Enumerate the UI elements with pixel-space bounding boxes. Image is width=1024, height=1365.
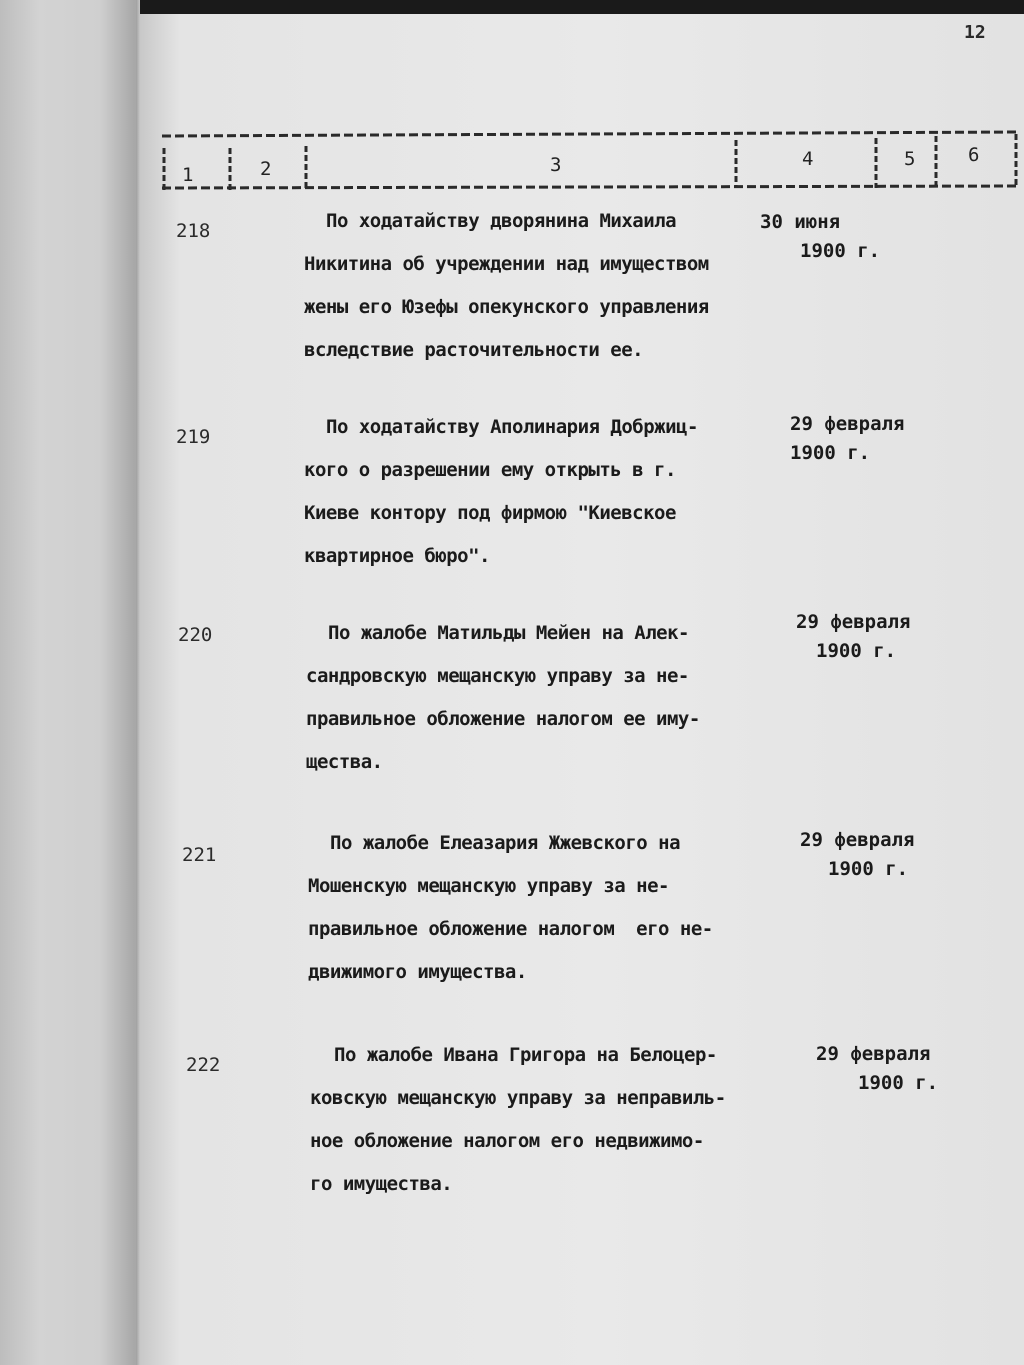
column-5-label: 5 <box>904 148 916 170</box>
column-1-label: 1 <box>182 164 194 186</box>
date-line: 30 июня <box>760 211 841 233</box>
header-table-rules <box>160 130 1020 190</box>
entry-description <box>304 406 698 578</box>
entry-line: квартирное бюро". <box>304 545 490 567</box>
column-header-table <box>160 130 1020 190</box>
date-line: 29 февраля <box>800 829 915 851</box>
entry-line: По жалобе Матильды Мейен на Алек- <box>328 622 689 644</box>
entry-description <box>306 612 700 784</box>
column-2-label: 2 <box>260 158 272 180</box>
entry-line: движимого имущества. <box>308 961 527 983</box>
date-line: 1900 г. <box>858 1072 939 1094</box>
entry-number: 220 <box>178 624 213 646</box>
column-3-label: 3 <box>550 154 562 176</box>
entry-date <box>760 208 880 266</box>
entry-line: Никитина об учреждении над имуществом <box>304 253 709 275</box>
entry-line: правильное обложение налогом ее иму- <box>306 708 700 730</box>
entry-line: По жалобе Ивана Григора на Белоцер- <box>334 1044 717 1066</box>
entry-line: кого о разрешении ему открыть в г. <box>304 459 676 481</box>
entry-line: го имущества. <box>310 1173 453 1195</box>
entry-number: 218 <box>176 220 211 242</box>
entry-date <box>816 1040 938 1098</box>
date-line: 1900 г. <box>816 640 897 662</box>
entry-line: жены его Юзефы опекунского управления <box>304 296 709 318</box>
date-line: 1900 г. <box>790 442 871 464</box>
date-line: 29 февраля <box>796 611 911 633</box>
entry-date <box>800 826 914 884</box>
date-line: 29 февраля <box>816 1043 931 1065</box>
entry-number: 222 <box>186 1054 221 1076</box>
entry-line: По жалобе Елеазария Жжевского на <box>330 832 681 854</box>
entry-line: По ходатайству дворянина Михаила <box>326 210 677 232</box>
column-6-label: 6 <box>968 144 980 166</box>
entry-line: щества. <box>306 751 383 773</box>
entry-description <box>308 822 713 994</box>
entry-number: 219 <box>176 426 211 448</box>
date-line: 29 февраля <box>790 413 905 435</box>
entry-number: 221 <box>182 844 217 866</box>
entry-line: Мошенскую мещанскую управу за не- <box>308 875 669 897</box>
entry-description <box>304 200 709 372</box>
column-4-label: 4 <box>802 148 814 170</box>
entry-line: ное обложение налогом его недвижимо- <box>310 1130 704 1152</box>
entry-line: правильное обложение налогом его не- <box>308 918 713 940</box>
entry-description <box>310 1034 726 1206</box>
entry-line: вследствие расточительности ее. <box>304 339 644 361</box>
date-line: 1900 г. <box>800 240 881 262</box>
entry-date <box>790 410 904 468</box>
entry-line: Киеве контору под фирмою "Киевское <box>304 502 676 524</box>
entry-line: По ходатайству Аполинария Добржиц- <box>326 416 698 438</box>
page-number: 12 <box>964 22 986 43</box>
entry-date <box>796 608 910 666</box>
date-line: 1900 г. <box>828 858 909 880</box>
entry-line: ковскую мещанскую управу за неправиль- <box>310 1087 726 1109</box>
entry-line: сандровскую мещанскую управу за не- <box>306 665 689 687</box>
